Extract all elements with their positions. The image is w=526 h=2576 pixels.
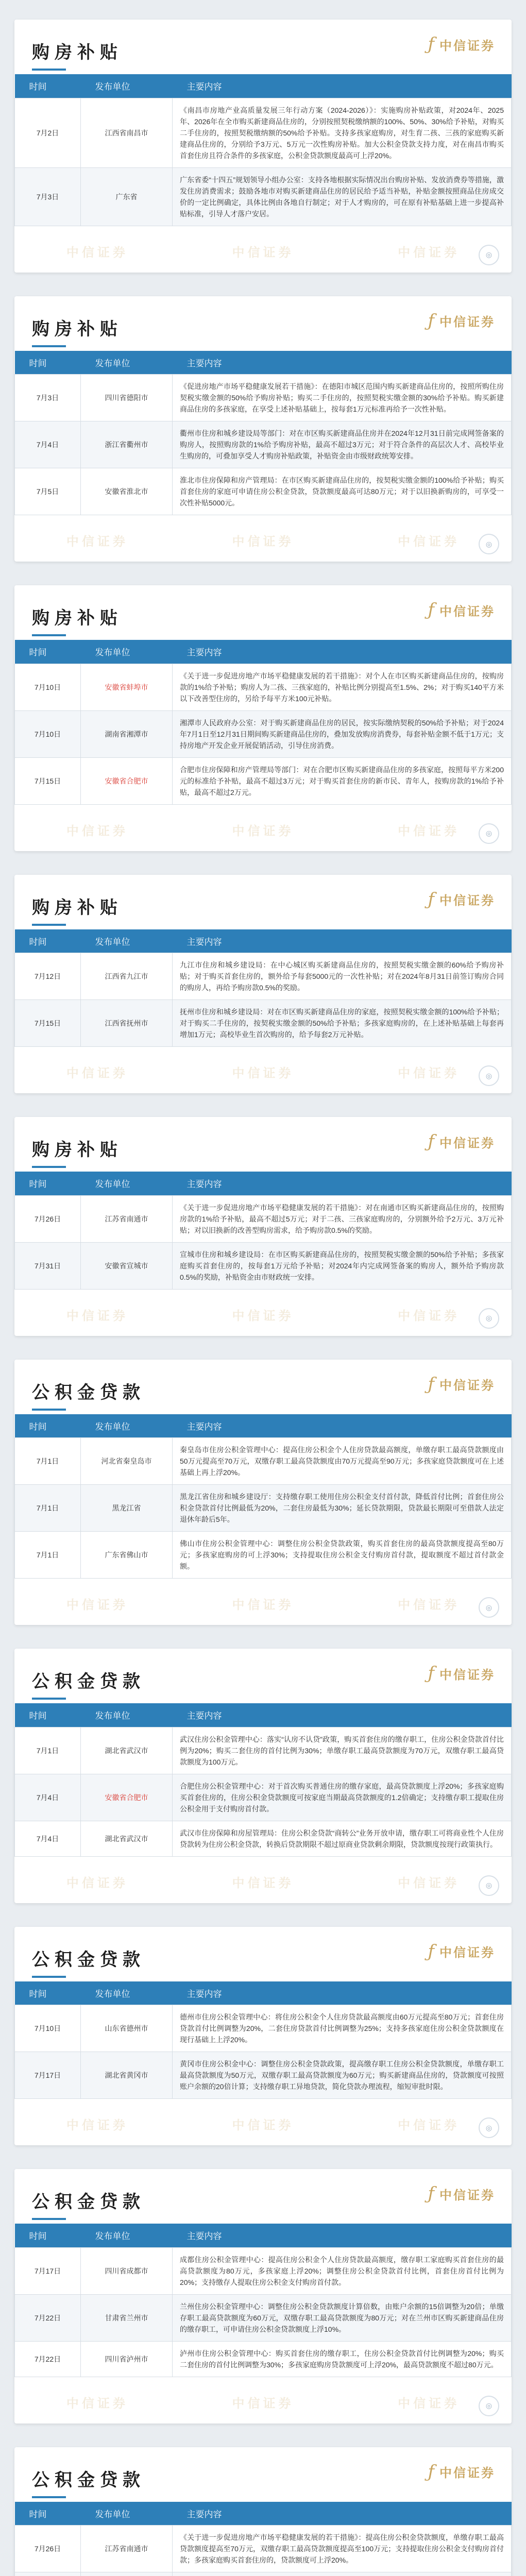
- row-content: 兰州住房公积金管理中心：调整住房公积金贷款额度计算倍数，由账户余额的15倍调整为20倍；单缴存职工最高贷款额度为60万元，双缴存职工最高贷款额度为80万元；对在兰州市区购买新建商品住房的缴存职工，可申请住房公积金贷款额度上浮10%。: [173, 2294, 512, 2341]
- logo-swash-icon: ƒ: [428, 1663, 434, 1684]
- row-issuer: 江西省九江市: [81, 953, 173, 1000]
- brand-text: 中信证券: [439, 2465, 495, 2480]
- table-header-row: [15, 351, 512, 375]
- table-row: [15, 1242, 512, 1289]
- watermark-text: 中信证券: [66, 1308, 128, 1323]
- header-issuer: 发布单位: [81, 1414, 173, 1438]
- header-content: 主要内容: [173, 2502, 512, 2526]
- row-issuer: 安徽省蚌埠市: [81, 664, 173, 710]
- row-issuer: 山东省德州市: [81, 2005, 173, 2052]
- table-row: [15, 2294, 512, 2341]
- watermark-text: 中信证券: [398, 244, 460, 260]
- section-title: 公积金贷款: [32, 2466, 512, 2498]
- row-date: 7月3日: [15, 375, 81, 421]
- policy-card: [14, 296, 512, 562]
- header-content: 主要内容: [173, 2224, 512, 2247]
- watermark-text: 中信证券: [232, 2117, 294, 2132]
- header-content: 主要内容: [173, 1703, 512, 1727]
- header-issuer: 发布单位: [81, 2502, 173, 2526]
- brand-logo: [428, 2462, 495, 2482]
- table-row: [15, 710, 512, 757]
- section-title: 购房补贴: [32, 1136, 512, 1168]
- table-row: [15, 1532, 512, 1579]
- row-content: 抚州市住房和城乡建设局：对在市区购买新建商品住房的家庭，按照契税实缴金额的100%给予补贴；对于购买二手住房的，按契税实缴金额的50%给予补贴；多孩家庭购房的，在上述补贴基础上每套再增加1万元；高校毕业生首次购房的，给予每套2万元补贴。: [173, 1000, 512, 1047]
- policy-card: [14, 585, 512, 851]
- row-issuer: 安徽省合肥市: [81, 1774, 173, 1821]
- watermark-text: 中信证券: [66, 1597, 128, 1612]
- watermark: [14, 1063, 512, 1081]
- watermark: [14, 531, 512, 549]
- header-issuer: 发布单位: [81, 74, 173, 98]
- row-content: 《关于进一步促进房地产市场平稳健康发展的若干措施》：对在南通市区购买新建商品住房的，按照购房款的1%给予补贴，最高不超过5万元；对于二孩、三孩家庭购房的，分别额外给予2万元、3万元补贴；对以旧换新的改善型购房需求，给予购房款0.5%的奖励。: [173, 1195, 512, 1242]
- seal-icon: ◎: [479, 1308, 499, 1329]
- brand-logo: [428, 1374, 495, 1395]
- row-date: 7月1日: [15, 1532, 81, 1579]
- row-date: 7月12日: [15, 953, 81, 1000]
- row-content: 黄冈市住房公积金中心：调整住房公积金贷款政策，提高缴存职工住房公积金贷款额度，单缴存职工最高贷款额度为50万元，双缴存职工最高贷款额度为60万元；购买新建商品住房的，贷款额度可按照账户余额的20倍计算；支持缴存职工异地贷款，简化贷款办理流程，缩短审批时限。: [173, 2052, 512, 2099]
- row-issuer: 湖北省武汉市: [81, 1821, 173, 1856]
- row-content: 合肥住房公积金管理中心：对于首次购买普通住房的缴存家庭，最高贷款额度上浮20%；多孩家庭购买首套住房的，住房公积金贷款额度可按家庭当期最高贷款额度的1.2倍确定；支持缴存职工提取住房公积金用于支付购房首付款。: [173, 1774, 512, 1821]
- seal-icon: ◎: [479, 1597, 499, 1618]
- header-date: 时间: [15, 1172, 81, 1195]
- table-row: [15, 2247, 512, 2294]
- card-header: [14, 20, 512, 74]
- card-footer: [14, 1857, 512, 1903]
- brand-text: 中信证券: [439, 603, 495, 619]
- row-issuer: 广东省佛山市: [81, 1532, 173, 1579]
- policy-table: [14, 1981, 512, 2099]
- card-footer: [14, 515, 512, 562]
- logo-swash-icon: ƒ: [428, 34, 434, 55]
- watermark-text: 中信证券: [66, 1875, 128, 1890]
- row-issuer: 湖北省黄冈市: [81, 2052, 173, 2099]
- brand-text: 中信证券: [439, 1667, 495, 1682]
- policy-table: [14, 2502, 512, 2576]
- header-content: 主要内容: [173, 1414, 512, 1438]
- watermark: [14, 2393, 512, 2411]
- row-date: 7月4日: [15, 1774, 81, 1821]
- row-content: 《南昌市房地产业高质量发展三年行动方案（2024-2026）》：实施购房补贴政策，对2024年、2025年、2026年在全市购买新建商品住房的，分别按照契税缴纳额的100%、50%、30%给予补贴，对购买二手住房的，按照契税缴纳额的50%给予补贴。支持多孩家庭购房，对生育二孩、三孩的家庭购买新建商品住房的，分别给予3万元、5万元一次性购房补贴。加大公积金贷款支持力度，对在南昌市购买首套住房且符合条件的多孩家庭，公积金贷款额度最高可上浮20%。: [173, 98, 512, 167]
- row-issuer: 湖北省武汉市: [81, 1727, 173, 1774]
- header-content: 主要内容: [173, 929, 512, 953]
- row-date: [15, 2572, 81, 2576]
- table-header-row: [15, 640, 512, 664]
- logo-swash-icon: ƒ: [428, 600, 434, 620]
- policy-table: [14, 74, 512, 226]
- brand-logo: [428, 311, 495, 331]
- section-title: 公积金贷款: [32, 2188, 512, 2220]
- watermark: [14, 2115, 512, 2133]
- row-content: 黑龙江省住房和城乡建设厅：支持缴存职工使用住房公积金支付首付款，降低首付比例；首套住房公积金贷款首付比例最低为20%，二套住房最低为30%；延长贷款期限，贷款最长期限可至借款人法定退休年龄后5年。: [173, 1485, 512, 1532]
- table-row: [15, 664, 512, 710]
- row-issuer: 湖南省湘潭市: [81, 710, 173, 757]
- row-date: 7月10日: [15, 710, 81, 757]
- policy-table: [14, 929, 512, 1047]
- watermark-text: 中信证券: [66, 823, 128, 838]
- row-date: 7月3日: [15, 167, 81, 226]
- brand-text: 中信证券: [439, 314, 495, 329]
- header-date: 时间: [15, 74, 81, 98]
- row-date: 7月17日: [15, 2247, 81, 2294]
- policy-table: [14, 1172, 512, 1290]
- seal-icon: ◎: [479, 823, 499, 844]
- row-content: 淮北市住房保障和房产管理局：在市区购买新建商品住房的，按契税实缴金额的100%给予补贴；购买首套住房的家庭可申请住房公积金贷款，贷款额度最高可达80万元；对于以旧换新购房的，可享受一次性补贴5000元。: [173, 468, 512, 515]
- policy-card: [14, 1927, 512, 2146]
- row-content: 合肥市住房保障和房产管理局等部门：对在合肥市区购买新建商品住房的多孩家庭，按照每平方米200元的标准给予补贴，最高不超过3万元；对于购买首套住房的新市民、青年人，按购房款的1%给予补贴，最高不超过2万元。: [173, 757, 512, 804]
- policy-card: [14, 1649, 512, 1903]
- table-row: [15, 1000, 512, 1047]
- row-content: [173, 2572, 512, 2576]
- table-header-row: [15, 74, 512, 98]
- header-issuer: 发布单位: [81, 1703, 173, 1727]
- table-row: [15, 953, 512, 1000]
- row-content: 九江市住房和城乡建设局：在中心城区购买新建商品住房的，按照契税实缴金额的60%给予购房补贴；对于购买首套住房的，额外给予每套5000元的一次性补贴；对在2024年8月31日前签订购房合同的购房人，再给予购房款0.5%的奖励。: [173, 953, 512, 1000]
- row-issuer: 江西省抚州市: [81, 1000, 173, 1047]
- card-header: [14, 875, 512, 929]
- header-issuer: 发布单位: [81, 1981, 173, 2005]
- header-issuer: 发布单位: [81, 640, 173, 664]
- card-header: [14, 1927, 512, 1981]
- row-issuer: 黑龙江省: [81, 1485, 173, 1532]
- watermark-text: 中信证券: [66, 2117, 128, 2132]
- row-content: 广东省委“十四五”规划领导小组办公室：支持各地根据实际情况出台购房补贴、发放消费券等措施，激发住房消费需求；鼓励各地市对购买新建商品住房的居民给予适当补贴，补贴金额按照商品住房成交价的一定比例确定，具体比例由各地自行制定；对于人才购房的，可在原有补贴基础上进一步提高补贴标准，引导人才落户安居。: [173, 167, 512, 226]
- card-header: [14, 2169, 512, 2224]
- logo-swash-icon: ƒ: [428, 2461, 434, 2482]
- brand-text: 中信证券: [439, 38, 495, 53]
- row-date: 7月17日: [15, 2052, 81, 2099]
- row-date: 7月26日: [15, 1195, 81, 1242]
- policy-card: [14, 2447, 512, 2576]
- row-date: 7月1日: [15, 1438, 81, 1485]
- card-header: [14, 1117, 512, 1172]
- brand-text: 中信证券: [439, 1945, 495, 1960]
- watermark-text: 中信证券: [232, 244, 294, 260]
- header-date: 时间: [15, 1981, 81, 2005]
- header-date: 时间: [15, 1414, 81, 1438]
- header-date: 时间: [15, 640, 81, 664]
- row-issuer: 甘肃省兰州市: [81, 2294, 173, 2341]
- row-date: 7月22日: [15, 2341, 81, 2377]
- header-content: 主要内容: [173, 1981, 512, 2005]
- watermark-text: 中信证券: [398, 823, 460, 838]
- row-date: 7月1日: [15, 1485, 81, 1532]
- card-footer: [14, 1047, 512, 1093]
- policy-table: [14, 640, 512, 805]
- watermark-text: 中信证券: [232, 1597, 294, 1612]
- policy-card: [14, 1117, 512, 1336]
- card-header: [14, 585, 512, 640]
- policy-table: [14, 351, 512, 516]
- watermark-text: 中信证券: [66, 244, 128, 260]
- logo-swash-icon: ƒ: [428, 310, 434, 331]
- table-row: [15, 1195, 512, 1242]
- row-content: 武汉市住房保障和房屋管理局：住房公积金贷款“商转公”业务开放申请，缴存职工可将商业性个人住房贷款转为住房公积金贷款，转换后贷款期限不超过原商业贷款剩余期限，贷款额度按现行政策执行。: [173, 1821, 512, 1856]
- header-date: 时间: [15, 1703, 81, 1727]
- row-content: 《关于进一步促进房地产市场平稳健康发展的若干措施》：对个人在市区购买新建商品住房的，按购房款的1%给予补贴；购房人为二孩、三孩家庭的，补贴比例分别提高至1.5%、2%；对于购买140平方米以下改善型住房的，另给予每平方米100元补贴。: [173, 664, 512, 710]
- row-issuer: 江西省南昌市: [81, 98, 173, 167]
- header-content: 主要内容: [173, 74, 512, 98]
- table-row: [15, 421, 512, 468]
- watermark: [14, 1873, 512, 1891]
- watermark-text: 中信证券: [398, 1065, 460, 1080]
- row-date: 7月4日: [15, 1821, 81, 1856]
- brand-text: 中信证券: [439, 1135, 495, 1150]
- header-issuer: 发布单位: [81, 351, 173, 375]
- watermark-text: 中信证券: [398, 534, 460, 549]
- policy-card: [14, 1360, 512, 1625]
- row-date: 7月1日: [15, 1727, 81, 1774]
- row-date: 7月15日: [15, 757, 81, 804]
- row-content: 宣城市住房和城乡建设局：在市区购买新建商品住房的，按照契税实缴金额的50%给予补贴；多孩家庭购买首套住房的，按每套1万元给予补贴；对2024年内完成网签备案的购房人，额外给予购房款0.5%的奖励，补贴资金由市财政统一安排。: [173, 1242, 512, 1289]
- brand-logo: [428, 1663, 495, 1684]
- logo-swash-icon: ƒ: [428, 1941, 434, 1962]
- watermark-text: 中信证券: [66, 1065, 128, 1080]
- seal-icon: ◎: [479, 534, 499, 554]
- row-content: 《关于进一步促进房地产市场平稳健康发展的若干措施》：提高住房公积金贷款额度，单缴存职工最高贷款额度提高至70万元，双缴存职工最高贷款额度提高至100万元；支持提取住房公积金支付购房首付款；多孩家庭购买首套住房的，贷款额度可上浮20%。: [173, 2526, 512, 2572]
- card-header: [14, 1360, 512, 1414]
- row-issuer: 江苏省南通市: [81, 1195, 173, 1242]
- table-row: [15, 1485, 512, 1532]
- row-issuer: 安徽省合肥市: [81, 757, 173, 804]
- table-row: [15, 98, 512, 167]
- watermark-text: 中信证券: [232, 534, 294, 549]
- section-title: 购房补贴: [32, 315, 512, 347]
- logo-swash-icon: ƒ: [428, 1131, 434, 1152]
- table-row: [15, 1727, 512, 1774]
- watermark: [14, 242, 512, 260]
- table-header-row: [15, 2224, 512, 2247]
- table-row: [15, 375, 512, 421]
- table-row: [15, 1774, 512, 1821]
- policy-table: [14, 1703, 512, 1857]
- table-row: [15, 2341, 512, 2377]
- watermark-text: 中信证券: [398, 1308, 460, 1323]
- table-header-row: [15, 1703, 512, 1727]
- header-issuer: 发布单位: [81, 2224, 173, 2247]
- header-content: 主要内容: [173, 640, 512, 664]
- watermark-text: 中信证券: [232, 2395, 294, 2411]
- row-content: 衢州市住房和城乡建设局等部门：对在市区购买新建商品住房并在2024年12月31日前完成网签备案的购房人，按照购房款的1%给予购房补贴，最高不超过3万元；对于符合条件的高层次人才、高校毕业生购房的，可叠加享受人才购房补贴政策，补贴资金由市级财政统筹安排。: [173, 421, 512, 468]
- watermark-text: 中信证券: [232, 1875, 294, 1890]
- seal-icon: ◎: [479, 245, 499, 265]
- seal-icon: ◎: [479, 2396, 499, 2416]
- table-header-row: [15, 1981, 512, 2005]
- seal-icon: ◎: [479, 2117, 499, 2138]
- table-row: [15, 2526, 512, 2572]
- policy-card: [14, 875, 512, 1094]
- card-footer: [14, 2099, 512, 2145]
- logo-swash-icon: ƒ: [428, 1374, 434, 1395]
- table-row: [15, 468, 512, 515]
- row-issuer: 安徽省淮北市: [81, 468, 173, 515]
- header-issuer: 发布单位: [81, 929, 173, 953]
- row-date: 7月15日: [15, 1000, 81, 1047]
- card-header: [14, 296, 512, 351]
- table-header-row: [15, 1172, 512, 1195]
- row-content: 佛山市住房公积金管理中心：调整住房公积金贷款政策，购买首套住房的最高贷款额度提高至80万元；多孩家庭购房的可上浮30%；支持提取住房公积金支付购房首付款，提取额度不超过首付款金额。: [173, 1532, 512, 1579]
- policy-card: [14, 2169, 512, 2424]
- card-header: [14, 1649, 512, 1703]
- policy-table: [14, 2224, 512, 2377]
- watermark-text: 中信证券: [398, 2395, 460, 2411]
- card-footer: [14, 1579, 512, 1625]
- row-date: 7月4日: [15, 421, 81, 468]
- table-header-row: [15, 929, 512, 953]
- card-footer: [14, 2377, 512, 2424]
- table-row: [15, 2572, 512, 2576]
- row-issuer: 广东省: [81, 167, 173, 226]
- header-issuer: 发布单位: [81, 1172, 173, 1195]
- table-row: [15, 1438, 512, 1485]
- watermark-text: 中信证券: [66, 2395, 128, 2411]
- watermark-text: 中信证券: [398, 2117, 460, 2132]
- row-content: 《促进房地产市场平稳健康发展若干措施》：在德阳市城区范围内购买新建商品住房的，按照所购住房契税实缴金额的50%给予购房补贴；购买二手住房的，按照契税实缴金额的30%给予补贴。购买新建商品住房的多孩家庭，在享受上述补贴基础上，按每套1万元标准再给予一次性补贴。: [173, 375, 512, 421]
- watermark: [14, 1595, 512, 1613]
- header-content: 主要内容: [173, 351, 512, 375]
- seal-icon: ◎: [479, 1875, 499, 1896]
- card-footer: [14, 805, 512, 851]
- row-content: 湘潭市人民政府办公室：对于购买新建商品住房的居民，按实际缴纳契税的50%给予补贴；对于2024年7月1日至12月31日期间购买新建商品住房的，叠加发放购房消费券，每套补贴金额不低于1万元；支持房地产开发企业开展促销活动，引导住房消费。: [173, 710, 512, 757]
- brand-text: 中信证券: [439, 1378, 495, 1393]
- section-title: 购房补贴: [32, 604, 512, 636]
- brand-logo: [428, 889, 495, 910]
- watermark: [14, 821, 512, 839]
- row-date: 7月22日: [15, 2294, 81, 2341]
- seal-icon: ◎: [479, 1065, 499, 1086]
- section-title: 公积金贷款: [32, 1378, 512, 1411]
- policy-card: [14, 20, 512, 273]
- policy-table: [14, 1414, 512, 1579]
- header-date: 时间: [15, 2502, 81, 2526]
- watermark: [14, 1306, 512, 1324]
- header-date: 时间: [15, 351, 81, 375]
- brand-logo: [428, 1131, 495, 1152]
- watermark-text: 中信证券: [66, 534, 128, 549]
- card-header: [14, 2447, 512, 2502]
- watermark-text: 中信证券: [232, 1065, 294, 1080]
- section-title: 公积金贷款: [32, 1667, 512, 1700]
- row-issuer: 江苏省南通市: [81, 2526, 173, 2572]
- card-footer: [14, 226, 512, 273]
- table-row: [15, 2005, 512, 2052]
- row-content: 泸州市住房公积金管理中心：购买首套住房的缴存职工，住房公积金贷款首付比例调整为20%；购买二套住房的首付比例调整为30%；多孩家庭购房贷款额度可上浮20%，最高贷款额度不超过80万元。: [173, 2341, 512, 2377]
- table-row: [15, 1821, 512, 1856]
- row-date: 7月5日: [15, 468, 81, 515]
- section-title: 购房补贴: [32, 38, 512, 71]
- header-date: 时间: [15, 2224, 81, 2247]
- row-content: 秦皇岛市住房公积金管理中心：提高住房公积金个人住房贷款最高额度，单缴存职工最高贷款额度由50万元提高至70万元，双缴存职工最高贷款额度由70万元提高至90万元；多孩家庭贷款额度可在上述基础上再上浮20%。: [173, 1438, 512, 1485]
- watermark-text: 中信证券: [398, 1597, 460, 1612]
- row-content: 成都住房公积金管理中心：提高住房公积金个人住房贷款最高额度，缴存职工家庭购买首套住房的最高贷款额度为80万元，多孩家庭上浮20%；调整住房公积金贷款首付比例，首套住房首付比例为20%；支持缴存人提取住房公积金支付购房首付款。: [173, 2247, 512, 2294]
- brand-logo: [428, 2183, 495, 2204]
- watermark-text: 中信证券: [398, 1875, 460, 1890]
- section-title: 公积金贷款: [32, 1945, 512, 1978]
- row-content: 武汉住房公积金管理中心：落实“认房不认贷”政策，购买首套住房的缴存职工，住房公积金贷款首付比例为20%；购买二套住房的首付比例为30%；单缴存职工最高贷款额度为70万元，双缴存职工最高贷款额度为100万元。: [173, 1727, 512, 1774]
- row-issuer: [81, 2572, 173, 2576]
- row-issuer: 浙江省衢州市: [81, 421, 173, 468]
- row-issuer: 四川省成都市: [81, 2247, 173, 2294]
- brand-text: 中信证券: [439, 2187, 495, 2202]
- row-date: 7月10日: [15, 2005, 81, 2052]
- section-title: 购房补贴: [32, 893, 512, 926]
- row-issuer: 河北省秦皇岛市: [81, 1438, 173, 1485]
- table-row: [15, 757, 512, 804]
- table-row: [15, 167, 512, 226]
- row-issuer: 安徽省宣城市: [81, 1242, 173, 1289]
- watermark-text: 中信证券: [232, 823, 294, 838]
- row-content: 德州市住房公积金管理中心：将住房公积金个人住房贷款最高额度由60万元提高至80万元；首套住房贷款首付比例调整为20%，二套住房贷款首付比例调整为25%；支持多孩家庭住房公积金贷款额度在现行基础上上浮20%。: [173, 2005, 512, 2052]
- card-footer: [14, 1290, 512, 1336]
- row-issuer: 四川省德阳市: [81, 375, 173, 421]
- watermark-text: 中信证券: [232, 1308, 294, 1323]
- row-date: 7月2日: [15, 98, 81, 167]
- row-issuer: 四川省泸州市: [81, 2341, 173, 2377]
- header-content: 主要内容: [173, 1172, 512, 1195]
- row-date: 7月31日: [15, 1242, 81, 1289]
- brand-logo: [428, 34, 495, 55]
- brand-logo: [428, 1941, 495, 1962]
- logo-swash-icon: ƒ: [428, 889, 434, 910]
- header-date: 时间: [15, 929, 81, 953]
- table-header-row: [15, 2502, 512, 2526]
- table-header-row: [15, 1414, 512, 1438]
- brand-text: 中信证券: [439, 893, 495, 908]
- row-date: 7月26日: [15, 2526, 81, 2572]
- brand-logo: [428, 600, 495, 620]
- table-row: [15, 2052, 512, 2099]
- logo-swash-icon: ƒ: [428, 2183, 434, 2204]
- row-date: 7月10日: [15, 664, 81, 710]
